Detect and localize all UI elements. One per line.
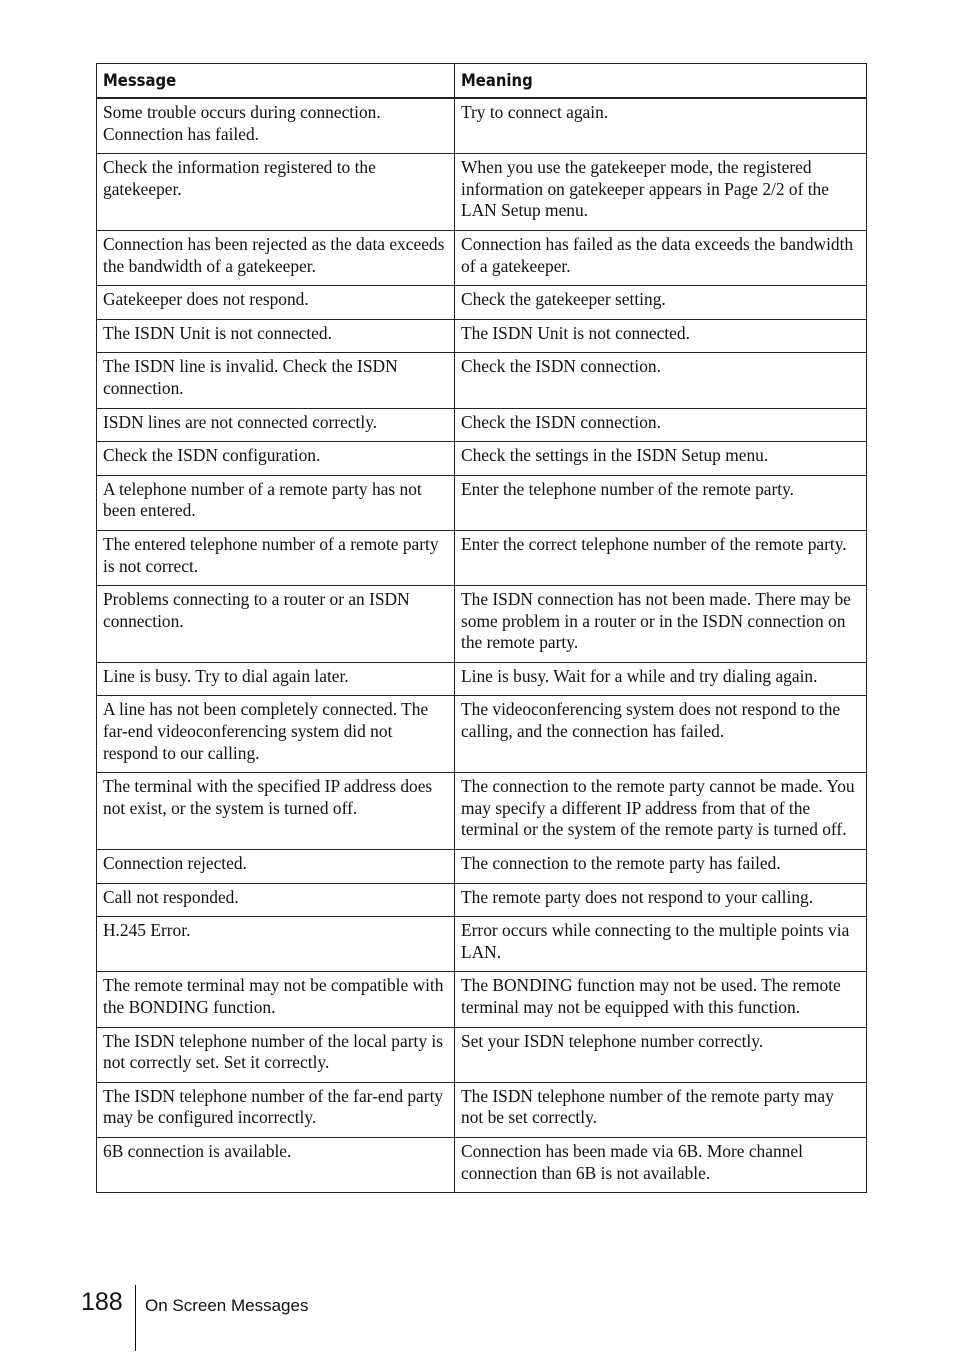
footer-divider <box>135 1285 136 1351</box>
meaning-cell: Line is busy. Wait for a while and try dialing again. <box>455 662 867 696</box>
meaning-cell: Error occurs while connecting to the multiple points via LAN. <box>455 917 867 972</box>
message-cell: The ISDN Unit is not connected. <box>97 319 455 353</box>
table-row <box>97 662 867 696</box>
meaning-cell: The ISDN telephone number of the remote party may not be set correctly. <box>455 1082 867 1137</box>
section-title: On Screen Messages <box>145 1296 309 1315</box>
table-row <box>97 442 867 476</box>
table-row <box>97 1137 867 1192</box>
header-message: Message <box>97 64 455 99</box>
table-row <box>97 696 867 773</box>
meaning-cell: The ISDN Unit is not connected. <box>455 319 867 353</box>
meaning-cell: Enter the telephone number of the remote party. <box>455 475 867 530</box>
table-row <box>97 917 867 972</box>
message-cell: 6B connection is available. <box>97 1137 455 1192</box>
meaning-cell: When you use the gatekeeper mode, the registered information on gatekeeper appears in Page 2/2 of the LAN Setup menu. <box>455 154 867 231</box>
meaning-cell: The connection to the remote party has failed. <box>455 850 867 884</box>
meaning-cell: Check the settings in the ISDN Setup menu. <box>455 442 867 476</box>
meaning-cell: The ISDN connection has not been made. There may be some problem in a router or in the ISDN connection on the remote party. <box>455 586 867 663</box>
table-row <box>97 230 867 285</box>
message-cell: Line is busy. Try to dial again later. <box>97 662 455 696</box>
meaning-cell: Check the gatekeeper setting. <box>455 286 867 320</box>
meaning-cell: Check the ISDN connection. <box>455 353 867 408</box>
meaning-cell: Connection has failed as the data exceeds the bandwidth of a gatekeeper. <box>455 230 867 285</box>
table-row <box>97 353 867 408</box>
messages-table <box>96 63 867 1193</box>
message-cell: A line has not been completely connected. The far-end videoconferencing system did not respond to our calling. <box>97 696 455 773</box>
table-row <box>97 286 867 320</box>
table-row <box>97 773 867 850</box>
meaning-cell: The remote party does not respond to your calling. <box>455 883 867 917</box>
message-cell: Connection has been rejected as the data exceeds the bandwidth of a gatekeeper. <box>97 230 455 285</box>
meaning-cell: Check the ISDN connection. <box>455 408 867 442</box>
message-cell: Some trouble occurs during connection. Connection has failed. <box>97 98 455 154</box>
table-row <box>97 850 867 884</box>
message-cell: The terminal with the specified IP address does not exist, or the system is turned off. <box>97 773 455 850</box>
page-number: 188 <box>81 1288 123 1316</box>
message-cell: The ISDN telephone number of the far-end party may be configured incorrectly. <box>97 1082 455 1137</box>
meaning-cell: Connection has been made via 6B. More channel connection than 6B is not available. <box>455 1137 867 1192</box>
table-row <box>97 1027 867 1082</box>
message-cell: Check the ISDN configuration. <box>97 442 455 476</box>
message-cell: ISDN lines are not connected correctly. <box>97 408 455 442</box>
table-row <box>97 530 867 585</box>
meaning-cell: The videoconferencing system does not respond to the calling, and the connection has failed. <box>455 696 867 773</box>
meaning-cell: The BONDING function may not be used. The remote terminal may not be equipped with this function. <box>455 972 867 1027</box>
message-cell: The ISDN line is invalid. Check the ISDN connection. <box>97 353 455 408</box>
table-body <box>97 98 867 1193</box>
message-cell: The remote terminal may not be compatible with the BONDING function. <box>97 972 455 1027</box>
meaning-cell: Set your ISDN telephone number correctly. <box>455 1027 867 1082</box>
message-cell: Check the information registered to the gatekeeper. <box>97 154 455 231</box>
meaning-cell: The connection to the remote party cannot be made. You may specify a different IP address from that of the terminal or the system of the remote party is turned off. <box>455 773 867 850</box>
message-cell: The ISDN telephone number of the local party is not correctly set. Set it correctly. <box>97 1027 455 1082</box>
message-cell: A telephone number of a remote party has not been entered. <box>97 475 455 530</box>
message-cell: Problems connecting to a router or an ISDN connection. <box>97 586 455 663</box>
header-meaning: Meaning <box>455 64 867 99</box>
message-cell: H.245 Error. <box>97 917 455 972</box>
table-row <box>97 883 867 917</box>
table-row <box>97 586 867 663</box>
table-row <box>97 154 867 231</box>
meaning-cell: Try to connect again. <box>455 98 867 154</box>
page-footer <box>0 1285 954 1352</box>
message-cell: Connection rejected. <box>97 850 455 884</box>
table-row <box>97 408 867 442</box>
table-row <box>97 475 867 530</box>
message-cell: Gatekeeper does not respond. <box>97 286 455 320</box>
table-row <box>97 1082 867 1137</box>
table-header-row <box>97 64 867 99</box>
meaning-cell: Enter the correct telephone number of the remote party. <box>455 530 867 585</box>
table-row <box>97 319 867 353</box>
message-cell: The entered telephone number of a remote party is not correct. <box>97 530 455 585</box>
message-cell: Call not responded. <box>97 883 455 917</box>
table-row <box>97 98 867 154</box>
table-row <box>97 972 867 1027</box>
